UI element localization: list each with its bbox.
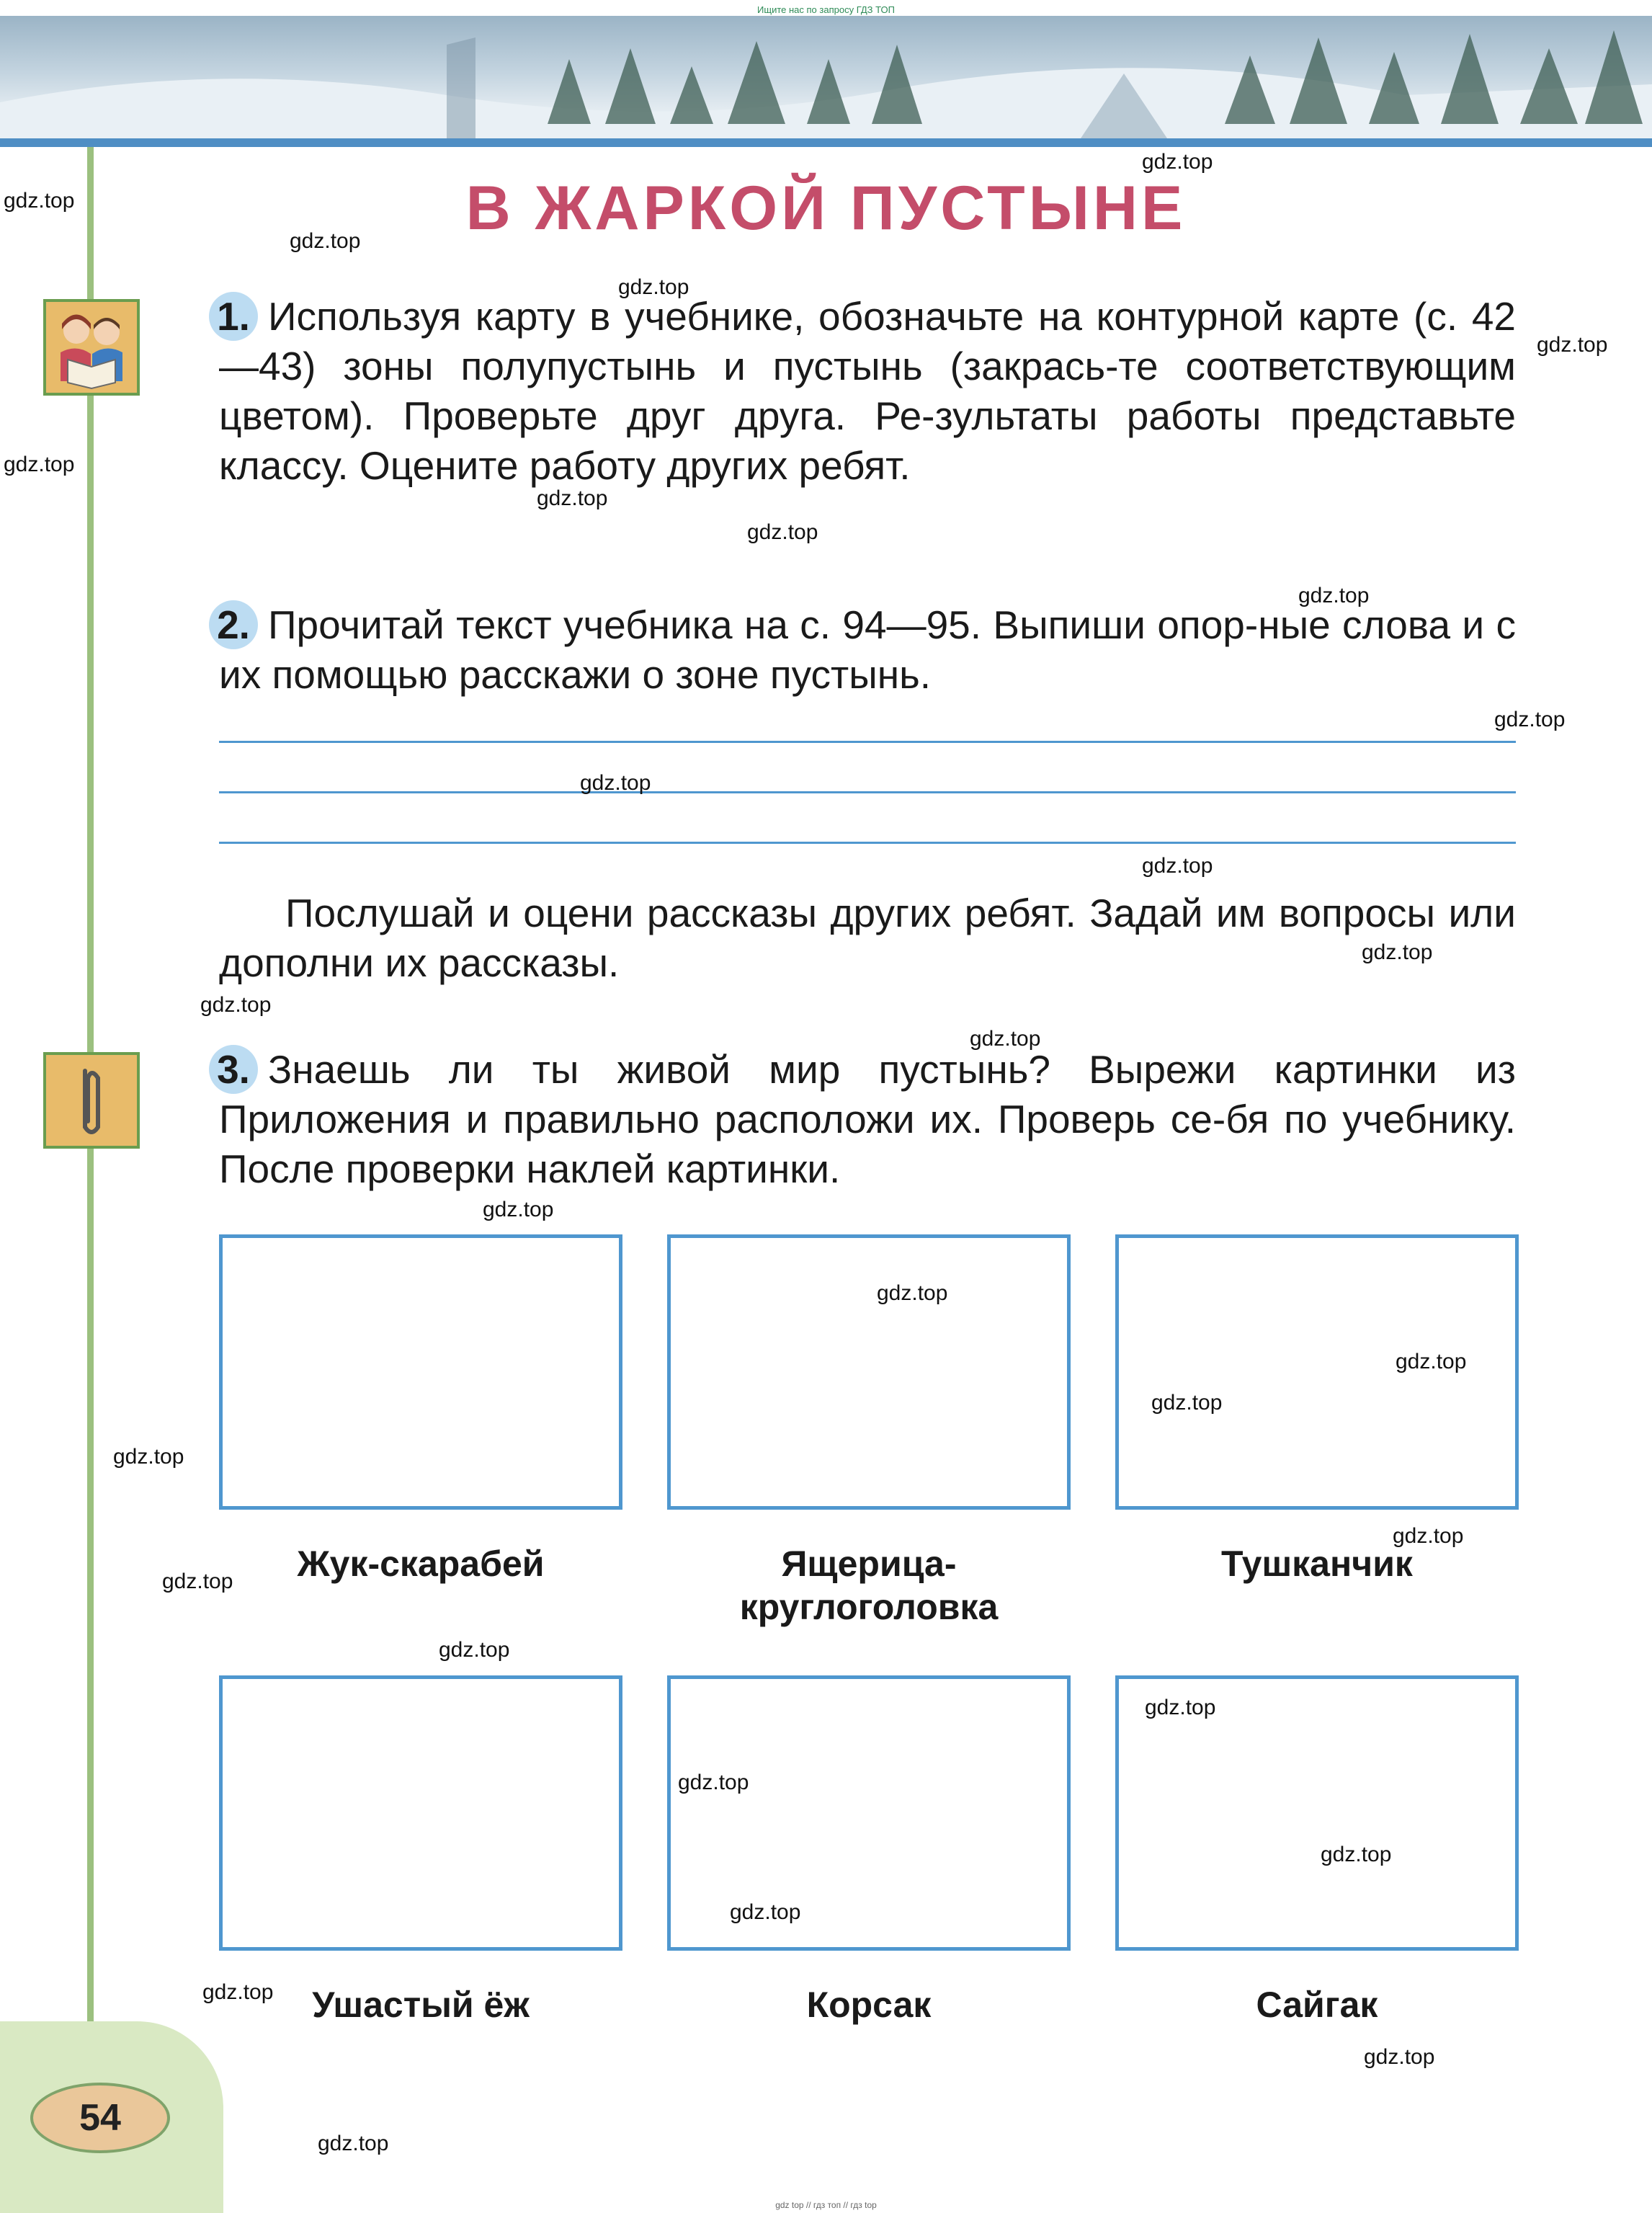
watermark: gdz.top: [678, 1771, 749, 1794]
task-1: [219, 292, 1516, 491]
watermark: gdz.top: [200, 993, 272, 1017]
watermark: gdz.top: [290, 229, 361, 253]
task-text: Используя карту в учебнике, обозначьте на контурной карте (с. 42—43) зоны полупустынь и пустынь (закрась-те соответствующим цветом). Проверьте друг друга. Ре-зультаты работы представьте классу. Оцените работу других ребят.: [219, 294, 1516, 488]
watermark: gdz.top: [318, 2132, 389, 2155]
answer-line[interactable]: [219, 842, 1516, 844]
caption-corsac: Корсак: [806, 1985, 932, 2025]
task-number: 2.: [209, 600, 258, 649]
winter-landscape-banner: [0, 16, 1652, 138]
task-text: Прочитай текст учебника на с. 94—95. Выпиши опор-ные слова и с их помощью расскажи о зоне пустынь.: [219, 602, 1516, 697]
task-2: [219, 600, 1516, 700]
watermark: gdz.top: [877, 1281, 948, 1305]
caption-jerboa: Тушканчик: [1221, 1544, 1413, 1584]
watermark: gdz.top: [1145, 1696, 1216, 1719]
watermark: gdz.top: [1142, 854, 1213, 878]
watermark: gdz.top: [483, 1198, 554, 1221]
watermark: gdz.top: [4, 189, 75, 213]
task-2-followup: Послушай и оцени рассказы других ребят. Задай им вопросы или дополни их рассказы.: [219, 891, 1516, 985]
watermark: gdz.top: [1494, 708, 1566, 731]
top-note: Ищите нас по запросу ГДЗ ТОП: [757, 4, 895, 15]
watermark: gdz.top: [1396, 1350, 1467, 1373]
watermark: gdz.top: [618, 275, 689, 299]
watermark: gdz.top: [162, 1569, 233, 1593]
watermark: gdz.top: [1362, 940, 1433, 964]
picture-slot[interactable]: [219, 1234, 622, 1510]
banner-divider: [0, 138, 1652, 147]
page-title: В ЖАРКОЙ ПУСТЫНЕ: [465, 174, 1187, 243]
watermark: gdz.top: [1364, 2045, 1435, 2069]
watermark: gdz.top: [747, 520, 818, 544]
watermark: gdz.top: [113, 1445, 184, 1469]
caption-saiga: Сайгак: [1256, 1985, 1378, 2025]
caption-hedgehog: Ушастый ёж: [312, 1985, 530, 2025]
paperclip-icon: [43, 1052, 140, 1149]
watermark: gdz.top: [730, 1900, 801, 1924]
watermark: gdz.top: [439, 1638, 510, 1662]
page-number: 54: [30, 2083, 170, 2153]
caption-lizard: Ящерица-круглоголовка: [739, 1544, 999, 1627]
picture-slot[interactable]: [667, 1675, 1071, 1951]
watermark: gdz.top: [1298, 584, 1370, 607]
answer-line[interactable]: [219, 791, 1516, 793]
task-text: Знаешь ли ты живой мир пустынь? Вырежи картинки из Приложения и правильно расположи их. Проверь се-бя по учебнику. После проверки наклей картинки.: [219, 1047, 1516, 1191]
bottom-note: gdz top // гдз топ // гдз top: [775, 2200, 877, 2210]
watermark: gdz.top: [1537, 333, 1608, 357]
answer-line[interactable]: [219, 741, 1516, 743]
watermark: gdz.top: [580, 771, 651, 795]
picture-slot[interactable]: [219, 1675, 622, 1951]
task-3: [219, 1045, 1516, 1194]
picture-slot[interactable]: [667, 1234, 1071, 1510]
watermark: gdz.top: [970, 1027, 1041, 1051]
watermark: gdz.top: [537, 486, 608, 510]
watermark: gdz.top: [1142, 150, 1213, 174]
watermark: gdz.top: [1321, 1843, 1392, 1866]
reading-children-icon: [43, 299, 140, 396]
watermark: gdz.top: [1151, 1391, 1223, 1415]
watermark: gdz.top: [202, 1980, 274, 2004]
watermark: gdz.top: [1393, 1524, 1464, 1548]
task-number: 3.: [209, 1045, 258, 1094]
task-number: 1.: [209, 292, 258, 341]
watermark: gdz.top: [4, 453, 75, 476]
caption-scarab: Жук-скарабей: [297, 1544, 545, 1584]
